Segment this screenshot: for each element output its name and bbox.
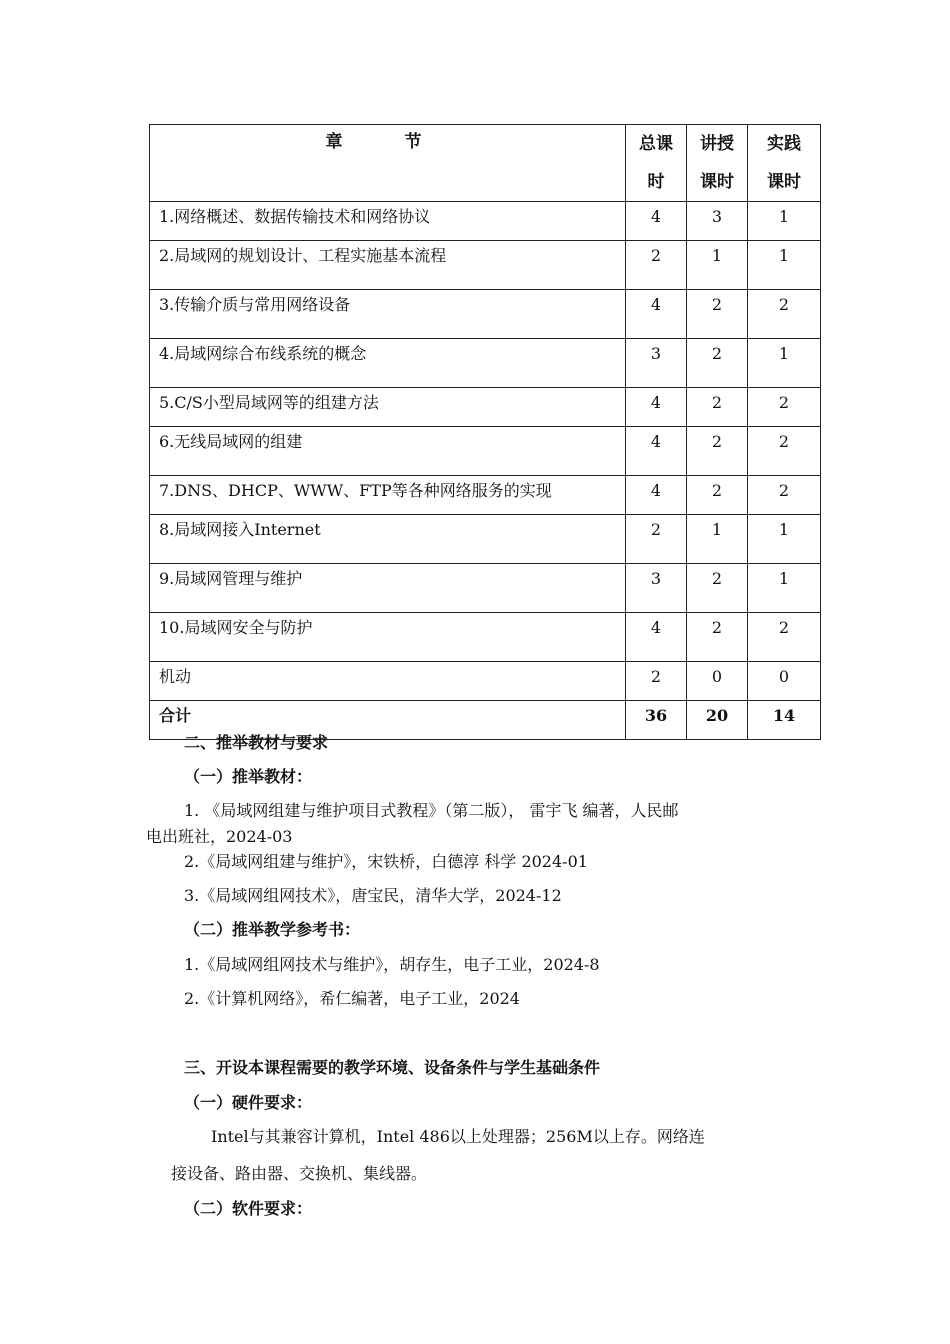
table-row <box>150 339 821 388</box>
total-cell: 2 <box>626 662 687 701</box>
practice-cell: 1 <box>748 515 821 564</box>
textbooks-subtitle: （一）推举教材： <box>184 767 313 786</box>
total-cell: 4 <box>626 427 687 476</box>
total-cell: 2 <box>626 241 687 290</box>
chapter-cell: 机动 <box>150 662 626 701</box>
chapter-cell: 1.网络概述、数据传输技术和网络协议 <box>150 202 626 241</box>
header-practice-line2: 课时 <box>767 172 801 192</box>
practice-cell: 2 <box>748 476 821 515</box>
header-lecture-line2: 课时 <box>700 172 734 192</box>
section2-title: 二、推举教材与要求 <box>184 733 329 752</box>
lecture-cell: 1 <box>687 515 748 564</box>
software-subtitle: （二）软件要求： <box>184 1199 313 1218</box>
course-hours-table <box>149 124 821 740</box>
table-row <box>150 388 821 427</box>
header-total-hours <box>626 125 687 202</box>
references-subtitle: （二）推举教学参考书： <box>184 920 361 939</box>
practice-cell: 2 <box>748 613 821 662</box>
chapter-cell: 3.传输介质与常用网络设备 <box>150 290 626 339</box>
lecture-cell: 2 <box>687 564 748 613</box>
table-header-row <box>150 125 821 202</box>
practice-cell: 1 <box>748 202 821 241</box>
header-lecture-hours <box>687 125 748 202</box>
lecture-cell: 2 <box>687 290 748 339</box>
table-row <box>150 515 821 564</box>
total-cell: 4 <box>626 613 687 662</box>
total-cell: 3 <box>626 564 687 613</box>
total-cell: 3 <box>626 339 687 388</box>
table-row <box>150 476 821 515</box>
header-lecture-line1: 讲授 <box>700 134 734 154</box>
chapter-cell: 9.局域网管理与维护 <box>150 564 626 613</box>
table-row <box>150 662 821 701</box>
lecture-cell: 2 <box>687 613 748 662</box>
total-cell: 4 <box>626 290 687 339</box>
textbook-item-continued: 电出班社，2024-03 <box>146 827 293 846</box>
practice-cell: 0 <box>748 662 821 701</box>
practice-cell: 2 <box>748 290 821 339</box>
practice-cell: 2 <box>748 388 821 427</box>
header-total-line1: 总课 <box>639 134 673 154</box>
table-row <box>150 241 821 290</box>
total-cell: 2 <box>626 515 687 564</box>
total-cell: 4 <box>626 388 687 427</box>
lecture-cell: 0 <box>687 662 748 701</box>
practice-cell: 1 <box>748 564 821 613</box>
practice-cell: 2 <box>748 427 821 476</box>
reference-item: 2.《计算机网络》，希仁编著，电子工业，2024 <box>184 989 520 1008</box>
chapter-cell: 7.DNS、DHCP、WWW、FTP等各种网络服务的实现 <box>150 476 626 515</box>
textbook-item: 1. 《局域网组建与维护项目式教程》（第二版）， 雷宇飞 编著，人民邮 <box>184 801 679 820</box>
total-cell: 4 <box>626 202 687 241</box>
lecture-sum-cell: 20 <box>687 701 748 740</box>
header-chapter: 章 节 <box>150 125 626 202</box>
header-total-line2: 时 <box>647 172 665 192</box>
lecture-cell: 2 <box>687 339 748 388</box>
total-cell: 4 <box>626 476 687 515</box>
table-row <box>150 290 821 339</box>
chapter-cell: 8.局域网接入Internet <box>150 515 626 564</box>
hardware-subtitle: （一）硬件要求： <box>184 1093 313 1112</box>
practice-cell: 1 <box>748 241 821 290</box>
chapter-cell: 5.C/S小型局域网等的组建方法 <box>150 388 626 427</box>
lecture-cell: 1 <box>687 241 748 290</box>
practice-sum-cell: 14 <box>748 701 821 740</box>
hardware-text-line: Intel与其兼容计算机，Intel 486以上处理器；256M以上存。网络连 <box>211 1127 705 1146</box>
lecture-cell: 2 <box>687 388 748 427</box>
lecture-cell: 2 <box>687 476 748 515</box>
reference-item: 1.《局域网组网技术与维护》，胡存生，电子工业，2024-8 <box>184 955 600 974</box>
table-row <box>150 202 821 241</box>
textbook-item: 3.《局域网组网技术》，唐宝民，清华大学，2024-12 <box>184 886 562 905</box>
chapter-cell: 10.局域网安全与防护 <box>150 613 626 662</box>
chapter-cell: 6.无线局域网的组建 <box>150 427 626 476</box>
chapter-cell: 4.局域网综合布线系统的概念 <box>150 339 626 388</box>
header-practice-line1: 实践 <box>767 134 801 154</box>
header-practice-hours <box>748 125 821 202</box>
table-row <box>150 427 821 476</box>
section3-title: 三、开设本课程需要的教学环境、设备条件与学生基础条件 <box>184 1058 601 1077</box>
chapter-cell: 2.局域网的规划设计、工程实施基本流程 <box>150 241 626 290</box>
hardware-text-line: 接设备、路由器、交换机、集线器。 <box>171 1164 428 1183</box>
table-row <box>150 613 821 662</box>
total-label-cell: 合计 <box>150 701 626 740</box>
total-sum-cell: 36 <box>626 701 687 740</box>
lecture-cell: 2 <box>687 427 748 476</box>
textbook-item: 2.《局域网组建与维护》，宋铁桥，白德淳 科学 2024-01 <box>184 852 588 871</box>
practice-cell: 1 <box>748 339 821 388</box>
lecture-cell: 3 <box>687 202 748 241</box>
table-row <box>150 564 821 613</box>
